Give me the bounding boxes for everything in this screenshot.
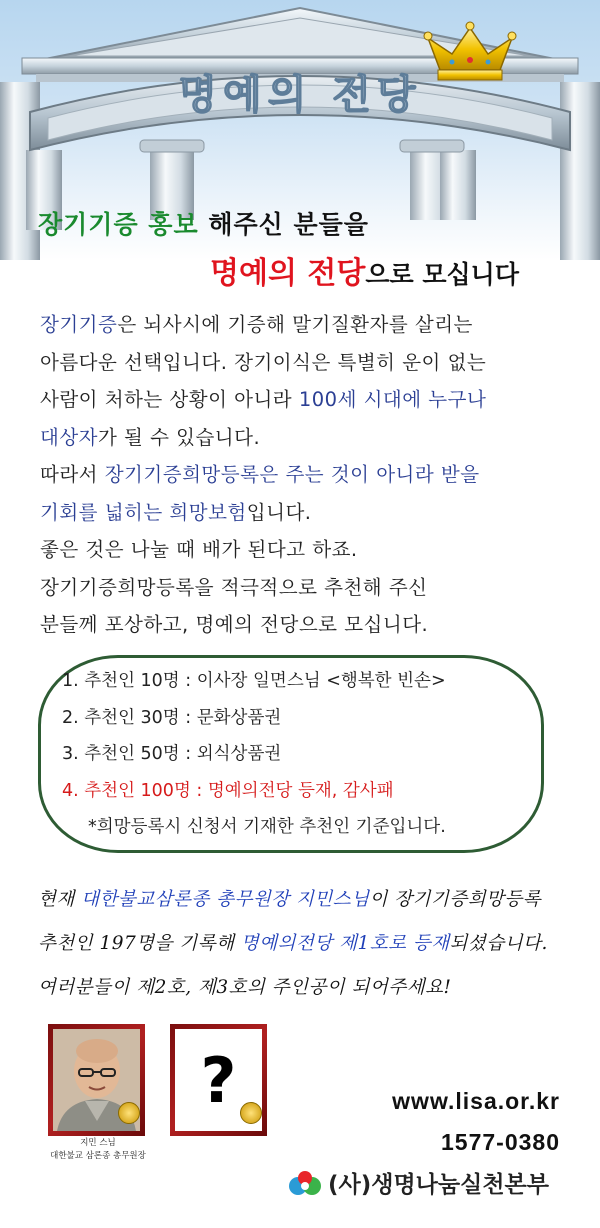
- intro-line: 분들께 포상하고, 명예의 전당으로 모십니다.: [40, 613, 429, 636]
- announcement-text: 되셨습니다.: [449, 933, 548, 954]
- announcement-line: [38, 922, 588, 966]
- question-mark: ?: [200, 1043, 237, 1117]
- medal-icon: [240, 1102, 262, 1124]
- body-text: 따라서: [40, 463, 105, 486]
- body-text: 사람이 처하는 상황이 아니라: [40, 388, 299, 411]
- intro-line: [40, 306, 570, 344]
- reward-item: 3. 추천인 50명 : 외식상품권: [62, 744, 282, 764]
- intro-line: [40, 456, 570, 494]
- website-link[interactable]: www.lisa.or.kr: [392, 1088, 560, 1114]
- organization-logo-icon: [288, 1170, 322, 1196]
- phone-number[interactable]: 1577-0380: [441, 1129, 560, 1155]
- intro-line: [40, 494, 570, 532]
- announcement-text: 이 장기기증희망등록: [369, 889, 542, 910]
- body-text: 은 뇌사시에 기증해 말기질환자를 살리는: [117, 313, 473, 336]
- highlight-text: 대상자: [40, 425, 99, 449]
- next-honoree-frame: [170, 1024, 267, 1136]
- intro-line: 장기기증희망등록을 적극적으로 추천해 주신: [40, 575, 428, 599]
- announcement-line: [38, 878, 588, 922]
- honoree-photo-frame: [48, 1024, 145, 1136]
- reward-item: 1. 추천인 10명 : 이사장 일면스님 <행복한 빈손>: [62, 671, 446, 691]
- intro-line: [40, 419, 570, 457]
- highlight-text: 장기기증: [40, 313, 118, 336]
- intro-line: 좋은 것은 나눌 때 배가 된다고 하죠.: [40, 538, 358, 561]
- intro-paragraph: [40, 306, 570, 644]
- announcement-text: 현재: [38, 889, 82, 910]
- announcement-highlight: 대한불교삼론종 총무원장 지민스님: [81, 889, 370, 910]
- announcement: [38, 878, 588, 1010]
- body-text: 가 될 수 있습니다.: [98, 425, 261, 449]
- contact-info: [392, 1088, 560, 1156]
- reward-list: [62, 663, 542, 846]
- intro-line: 아름다운 선택입니다. 장기이식은 특별히 운이 없는: [40, 350, 487, 374]
- announcement-text: 추천인 197명을 기록해: [38, 933, 241, 954]
- crown-icon: [424, 22, 516, 80]
- organization-logo: [288, 1166, 578, 1199]
- highlight-text: 장기기증희망등록은 주는 것이 아니라 받을: [104, 463, 480, 486]
- highlight-text: 기회를 넓히는 희망보험: [40, 500, 247, 524]
- headline-line-2: [210, 248, 590, 292]
- headline-red-text: 명예의 전당: [210, 256, 366, 291]
- honoree-name: 지민 스님: [80, 1138, 116, 1148]
- announcement-line: 여러분들이 제2호, 제3호의 주인공이 되어주세요!: [38, 977, 452, 998]
- body-text: 입니다.: [246, 500, 312, 524]
- reward-note: *희망등록시 신청서 기재한 추천인 기준입니다.: [88, 817, 446, 837]
- headline-green-text: 장기기증 홍보: [38, 210, 199, 239]
- reward-item-top: 4. 추천인 100명 : 명예의전당 등재, 감사패: [62, 780, 394, 801]
- banner-title: 명예의 전당: [178, 72, 422, 118]
- reward-item: 2. 추천인 30명 : 문화상품권: [62, 707, 282, 728]
- organization-name: (사)생명나눔실천본부: [328, 1172, 549, 1198]
- headline-line-1: [38, 205, 568, 241]
- medal-icon: [118, 1102, 140, 1124]
- announcement-highlight: 명예의전당 제1호로 등재: [240, 933, 450, 954]
- headline-suffix-text: 으로 모십니다: [365, 260, 519, 289]
- honoree-title: 대한불교 삼론종 총무원장: [50, 1151, 146, 1161]
- headline-black-text: 해주신 분들을: [198, 210, 369, 239]
- intro-line: [40, 381, 570, 419]
- honoree-caption: [38, 1137, 158, 1163]
- highlight-text: 100세 시대에 누구나: [298, 388, 487, 411]
